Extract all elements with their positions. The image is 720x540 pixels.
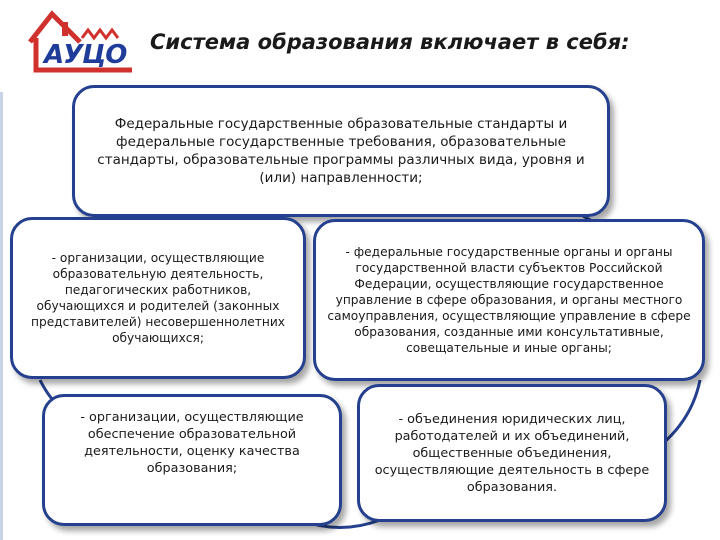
box-standards-text: Федеральные государственные образовательные стандарты и федеральные государственные требования, образовательные стандарты, образовательные программы различных вида, уровня и (или) направленности;	[97, 116, 585, 186]
logo-text: АУЦО	[44, 40, 127, 70]
box-organizations	[10, 217, 306, 379]
box-organizations-text: - организации, осуществляющие образовательную деятельность, педагогических работников, обучающихся и родителей (законных представителей) несовершеннолетних обучающихся;	[30, 251, 285, 345]
box-support-orgs-text: - организации, осуществляющие обеспечение образовательной деятельности, оценку качества образования;	[80, 410, 304, 476]
box-authorities	[313, 219, 705, 381]
box-associations-text: - объединения юридических лиц, работодателей и их объединений, общественные объединения, осуществляющие деятельность в сфере образования.	[374, 411, 650, 495]
box-support-orgs	[42, 394, 342, 526]
box-associations	[357, 384, 667, 522]
page-title: Система образования включает в себя:	[150, 30, 630, 54]
box-authorities-text: - федеральные государственные органы и органы государственной власти субъектов Российской Федерации, осуществляющие государственное управление в сфере образования, и органы местного самоуправления, осуществляющие управление в сфере образования, созданные ими консультативные, совещательные и иные органы;	[327, 245, 691, 355]
box-standards	[72, 85, 610, 217]
